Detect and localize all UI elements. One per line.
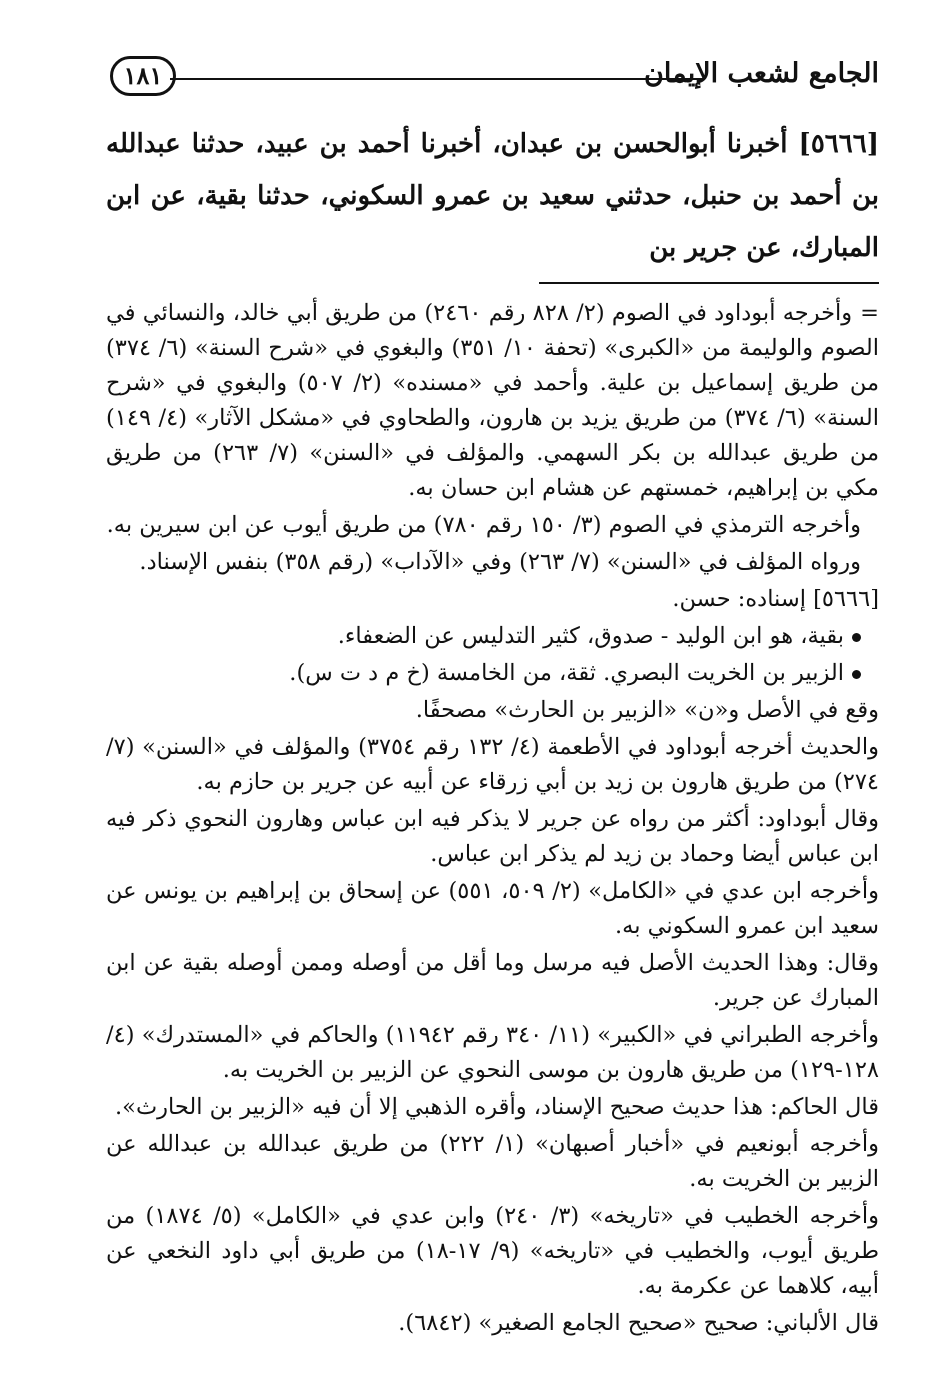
footnote-separator xyxy=(539,282,879,284)
footnote-paragraph: وأخرجه الخطيب في «تاريخه» (٣/ ٢٤٠) وابن عدي في «الكامل» (٥/ ١٨٧٤) من طريق أيوب، والخطيب في «تاريخه» (٩/ ١٧-١٨) من طريق أبي داود النخعي عن أبيه، كلاهما عن عكرمة به. xyxy=(106,1203,879,1299)
footnote-paragraph: ورواه المؤلف في «السنن» (٧/ ٢٦٣) وفي «الآداب» (رقم ٣٥٨) بنفس الإسناد. xyxy=(139,549,861,575)
footnote-paragraph: وأخرجه ابن عدي في «الكامل» (٢/ ٥٠٩، ٥٥١) عن إسحاق بن إبراهيم بن يونس عن سعيد ابن عمرو السكوني به. xyxy=(106,878,880,939)
footnote-paragraph: وقال أبوداود: أكثر من رواه عن جرير لا يذكر فيه ابن عباس وهارون النحوي ذكر فيه ابن عباس أيضا وحماد بن زيد لم يذكر ابن عباس. xyxy=(106,806,879,867)
footnote-heading: [٥٦٦٦] إسناده: حسن. xyxy=(672,586,879,612)
bullet-text: الزبير بن الخريت البصري. ثقة، من الخامسة (خ م د ت س). xyxy=(289,660,844,686)
footnotes xyxy=(106,296,879,1341)
footnote-paragraph: وقال: وهذا الحديث الأصل فيه مرسل وما أقل من أوصله وممن أوصله بقية عن ابن المبارك عن جرير. xyxy=(106,950,879,1011)
page-header xyxy=(106,44,879,108)
page-number-badge: ١٨١ xyxy=(110,56,176,96)
bullet-text: بقية، هو ابن الوليد - صدوق، كثير التدليس عن الضعفاء. xyxy=(337,623,844,649)
footnote-paragraph: قال الحاكم: هذا حديث صحيح الإسناد، وأقره الذهبي إلا أن فيه «الزبير بن الحارث». xyxy=(115,1094,879,1120)
footnote-paragraph: والحديث أخرجه أبوداود في الأطعمة (٤/ ١٣٢ رقم ٣٧٥٤) والمؤلف في «السنن» (٧/ ٢٧٤) من طريق هارون بن زيد بن أبي زرقاء عن أبيه عن جرير بن حازم به. xyxy=(106,734,880,795)
footnote-paragraph: وأخرجه الطبراني في «الكبير» (١١/ ٣٤٠ رقم ١١٩٤٢) والحاكم في «المستدرك» (٤/ ١٢٨-١٢٩) من طريق هارون بن موسى النحوي عن الزبير بن الخريت به. xyxy=(106,1022,879,1083)
bullet-item xyxy=(106,619,879,654)
footnote-paragraph: وقع في الأصل و«ن» «الزبير بن الحارث» مصحفًا. xyxy=(415,697,879,723)
bullet-icon xyxy=(852,670,861,679)
footnote-paragraph: وأخرجه الترمذي في الصوم (٣/ ١٥٠ رقم ٧٨٠) من طريق أيوب عن ابن سيرين به. xyxy=(106,512,861,538)
continuation-mark: = xyxy=(860,300,879,326)
footnote-paragraph: وأخرجه أبونعيم في «أخبار أصبهان» (١/ ٢٢٢) من طريق عبدالله بن عبدالله عن الزبير بن الخريت به. xyxy=(106,1131,880,1192)
bullet-icon xyxy=(852,633,861,642)
footnote-text: وأخرجه أبوداود في الصوم (٢/ ٨٢٨ رقم ٢٤٦٠) من طريق أبي خالد، والنسائي في الصوم والوليمة من «الكبرى» (تحفة ١٠/ ٣٥١) والبغوي في «شرح السنة» (٦/ ٣٧٤) من طريق إسماعيل بن علية. وأحمد في «مسنده» (٢/ ٥٠٧) والبغوي في «شرح السنة» (٦/ ٣٧٤) من طريق يزيد بن هارون، والطحاوي في «مشكل الآثار» (٤/ ١٤٩) من طريق عبدالله بن بكر السهمي. والمؤلف في «السنن» (٧/ ٢٦٣) من طريق مكي بن إبراهيم، خمستهم عن هشام ابن حسان به. xyxy=(106,300,880,501)
header-rule xyxy=(170,78,703,80)
bullet-item xyxy=(106,656,879,691)
footnote-paragraph xyxy=(106,296,879,506)
footnote-paragraph: قال الألباني: صحيح «صحيح الجامع الصغير» (٦٨٤٢). xyxy=(398,1310,879,1336)
running-title: الجامع لشعب الإيمان xyxy=(644,58,879,89)
hadith-text: [٥٦٦٦] أخبرنا أبوالحسن بن عبدان، أخبرنا أحمد بن عبيد، حدثنا عبدالله بن أحمد بن حنبل، حدثني سعيد بن عمرو السكوني، حدثنا بقية، عن ابن المبارك، عن جرير بن xyxy=(106,129,879,263)
